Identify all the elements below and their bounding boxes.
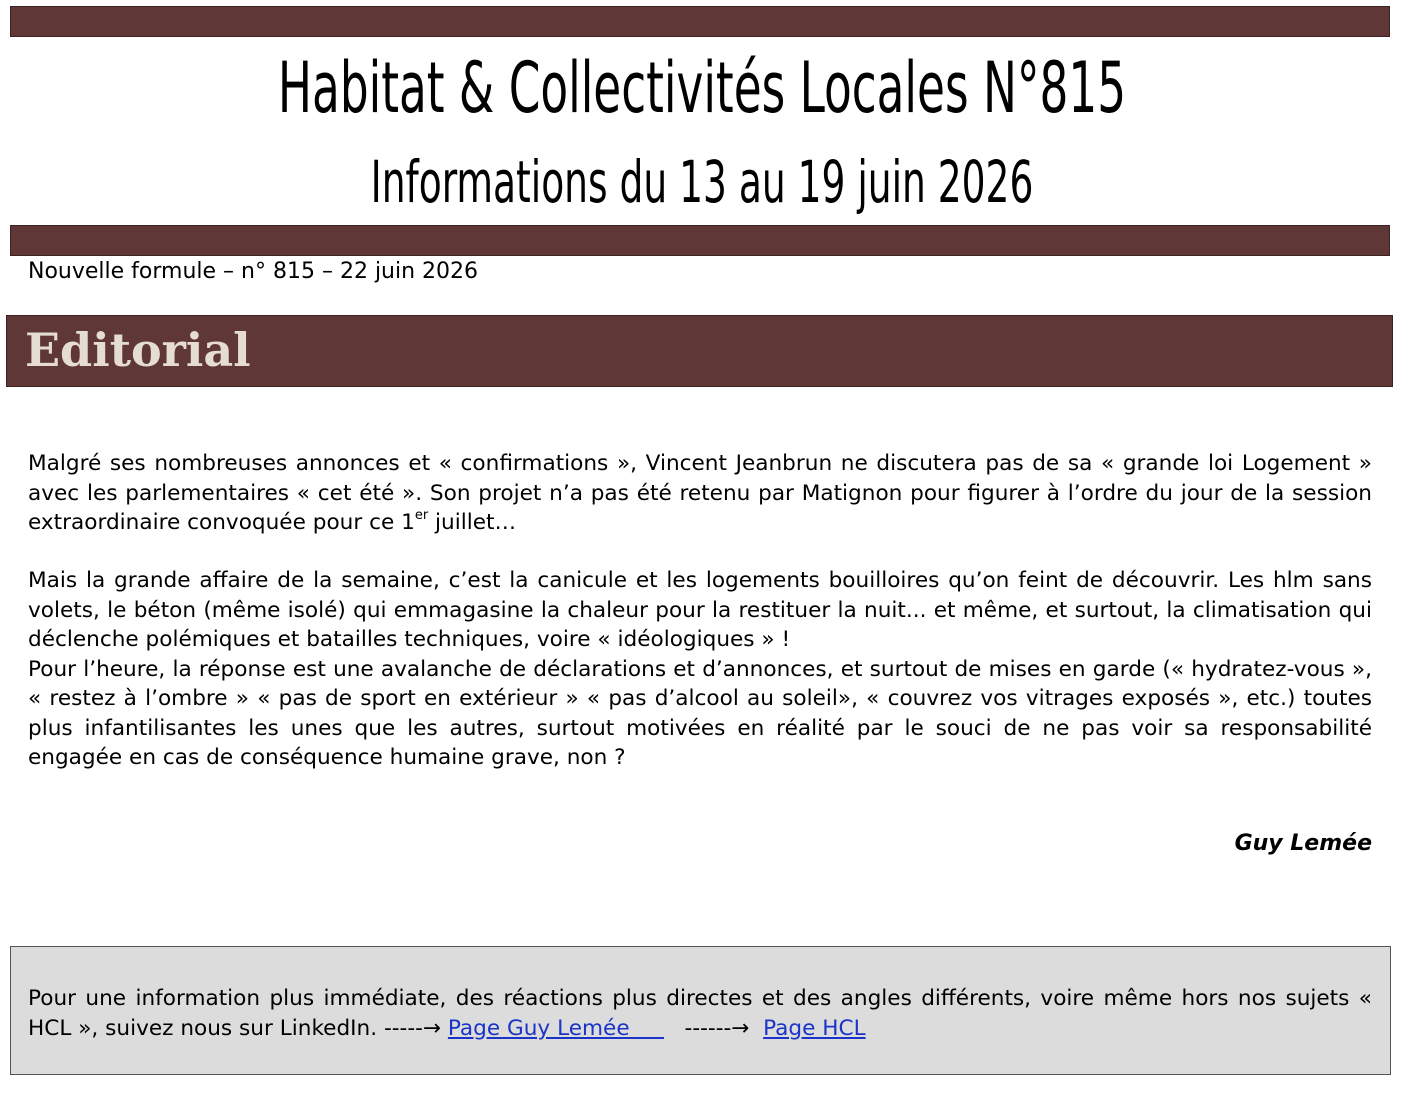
info-box-text: [28, 984, 1372, 1043]
editorial-paragraph-1-end: juillet…: [428, 510, 517, 535]
link-page-hcl[interactable]: Page HCL: [763, 1015, 866, 1041]
header-bottom-bar: [10, 225, 1390, 256]
editorial-paragraph-1-text: Malgré ses nombreuses annonces et « confirmations », Vincent Jeanbrun ne discutera pas de sa « grande loi Logement » avec les parlementaires « cet été ». Son projet n’a pas été retenu par Matignon pour figurer à l’ordre du jour de la session extraordinaire convoquée pour ce 1: [28, 451, 1372, 535]
newsletter-subtitle: Informations du 13 au 19 juin 2026: [370, 148, 1034, 216]
arrow-right-icon: -----→: [383, 1015, 448, 1041]
editorial-heading: Editorial: [25, 323, 251, 377]
link-page-guy-lemee[interactable]: Page Guy Lemée: [447, 1015, 664, 1041]
newsletter-title: Habitat & Collectivités Locales N°815: [277, 47, 1127, 129]
superscript-er: er: [414, 507, 429, 523]
info-box-message: Pour une information plus immédiate, des réactions plus directes et des angles différents, voire même hors nos sujets « HCL », suivez nous sur LinkedIn.: [28, 986, 1372, 1041]
editorial-paragraph-1: [28, 449, 1372, 538]
editorial-paragraph-3: Pour l’heure, la réponse est une avalanche de déclarations et d’annonces, et surtout de mises en garde (« hydratez-vous », « restez à l’ombre » « pas de sport en extérieur » « pas d’alcool au soleil», « couvrez vos vitrages exposés », etc.) toutes plus infantilisantes les unes que les autres, surtout motivées en réalité par le souci de ne pas voir sa responsabilité engagée en cas de conséquence humaine grave, non ?: [28, 656, 1372, 770]
linkedin-info-box: [10, 946, 1391, 1075]
author-signature: Guy Lemée: [1234, 831, 1372, 856]
editorial-banner: [6, 315, 1393, 387]
header-top-bar: [10, 6, 1390, 37]
editorial-body: [28, 566, 1372, 773]
arrow-right-icon: ------→: [663, 1015, 764, 1041]
issue-line: Nouvelle formule – n° 815 – 22 juin 2026: [28, 259, 479, 284]
editorial-paragraph-2: Mais la grande affaire de la semaine, c’est la canicule et les logements bouilloires qu’on feint de découvrir. Les hlm sans volets, le béton (même isolé) qui emmagasine la chaleur pour la restituer la nuit... et même, et surtout, la climatisation qui déclenche polémiques et batailles techniques, voire « idéologiques » !: [28, 568, 1372, 652]
